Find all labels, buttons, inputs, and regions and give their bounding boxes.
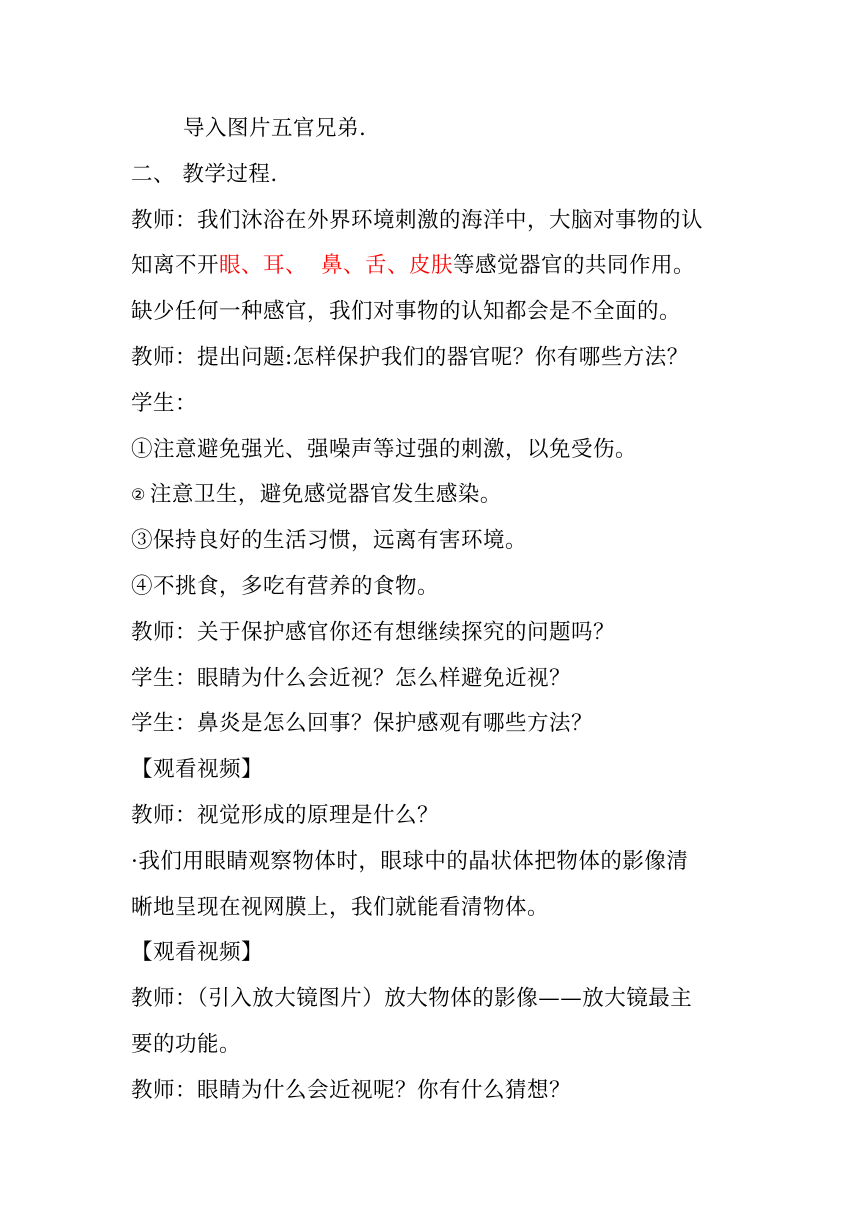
list-item-4: ④不挑食，多吃有营养的食物。 (131, 573, 440, 599)
list-item-text: 注意卫生，避免感觉器官发生感染。 (149, 482, 502, 508)
paragraph-line: 晰地呈现在视网膜上，我们就能看清物体。 (131, 894, 550, 920)
intro-line: 导入图片五官兄弟. (183, 116, 367, 141)
teacher-line: 教师：视觉形成的原理是什么？ (131, 802, 440, 828)
text-segment: 等感觉器官的共同作用。 (453, 253, 696, 279)
paragraph-line: 缺少任何一种感官，我们对事物的认知都会是不全面的。 (131, 299, 682, 325)
video-heading: 【观看视频】 (131, 940, 264, 966)
paragraph-line: 教师：我们沐浴在外界环境刺激的海洋中，大脑对事物的认 (131, 207, 704, 233)
highlight-eyes-ears: 眼、耳、 (219, 253, 308, 279)
circled-number-marker: ② (131, 485, 146, 505)
highlight-nose-tongue-skin: 鼻、舌、皮肤 (321, 253, 454, 279)
student-line: 学生：眼睛为什么会近视？怎么样避免近视？ (131, 665, 572, 691)
list-item-2 (131, 472, 731, 518)
teacher-line: 教师：眼睛为什么会近视呢？你有什么猜想？ (131, 1077, 572, 1103)
bullet-line: ·我们用眼睛观察物体时，眼球中的晶状体把物体的影像清 (131, 848, 689, 874)
text-segment: 知离不开 (131, 253, 220, 279)
teacher-line: 教师：关于保护感官你还有想继续探究的问题吗？ (131, 619, 616, 645)
list-item-1: ①注意避免强光、强噪声等过强的刺激，以免受伤。 (131, 436, 638, 462)
teacher-question: 教师：提出问题:怎样保护我们的器官呢？你有哪些方法？ (131, 344, 689, 370)
paragraph-line: 要的功能。 (131, 1031, 242, 1057)
student-line: 学生：鼻炎是怎么回事？保护感观有哪些方法？ (131, 711, 594, 737)
student-label: 学生： (131, 390, 198, 416)
paragraph-line-senses (131, 243, 731, 289)
teacher-line: 教师：（引入放大镜图片）放大物体的影像——放大镜最主 (131, 986, 693, 1012)
document-body (131, 106, 731, 1114)
video-heading: 【观看视频】 (131, 757, 264, 783)
section-heading: 二、 教学过程. (131, 161, 278, 187)
list-item-3: ③保持良好的生活习惯，远离有害环境。 (131, 528, 528, 554)
